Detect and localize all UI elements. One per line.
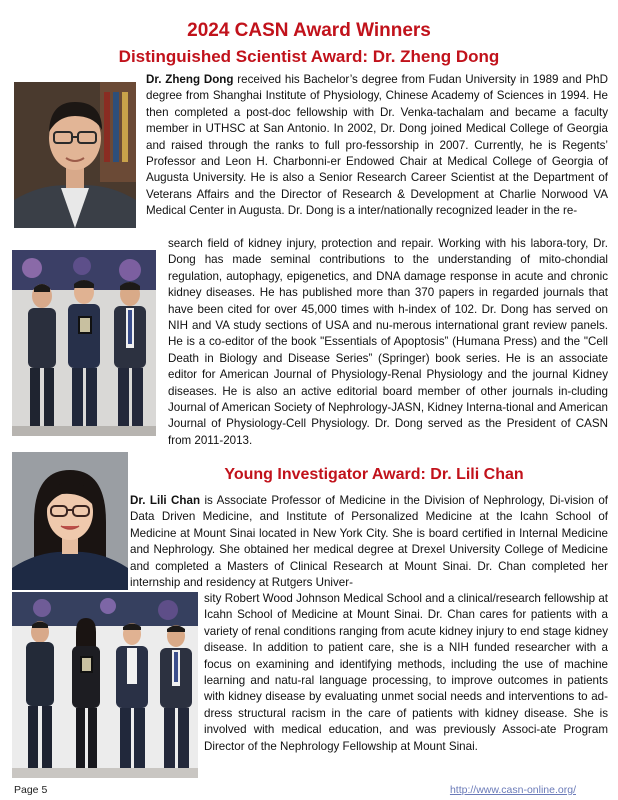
lili-chan-award-group-photo xyxy=(12,592,198,778)
award2-bio-part1 xyxy=(130,493,608,591)
award1-bio-part1 xyxy=(146,72,608,236)
zheng-dong-portrait-photo xyxy=(14,82,136,228)
lili-chan-portrait-photo xyxy=(12,452,128,590)
award2-bio-part2: sity Robert Wood Johnson Medical School and a clinical/research fellowship at Icahn School of Medicine at Mount Sinai. Dr. Chan cares for patients with a variety of renal conditions ranging from acute kidney injury to end stage kidney disease. In addition to patient care, she is a NIH funded researcher with a focus on examining and identifying methods, including the use of machine learning and natu-ral language processing, to improve outcomes in patients with kidney disease by evaluating unmet social needs and interventions to ad-dress structural racism in the care of patients with kidney disease. She is involved with medical education, and was previously Associ-ate Program Director of the Nephrology Fellowship at Mount Sinai. xyxy=(204,592,608,753)
award1-bio-part2: search field of kidney injury, protection and repair. Working with his labora-tory, Dr. Dong has made seminal contributions to the understanding of mito-chondial regulation, autophagy, epigenetics, and DNA damage response in acute and chronic kidney diseases. He has published more than 370 papers in regarded journals that have been cited for over 45,000 times with h-index of 102. Dr. Dong has served on NIH and VA study sections of USA and nu-merous international grant review panels. He is a co-editor of the book "Essentials of Apoptosis” (Humana Press) and the "Cell Death in Biology and Disease Series” (Springer) book series. He is an associate editor for American Journal of Physiology-Renal Physiology and the journal Kidney diseases. He is also an active editorial board member of other journals in-cluding Journal of American Society of Nephrology-JASN, Kidney Interna-tional and American Journal of Physiology-Cell Physiology. Dr. Dong served as the President of CASN from 2011-2013. xyxy=(168,237,608,447)
zheng-dong-award-group-photo xyxy=(12,250,156,436)
award2-name: Dr. Lili Chan xyxy=(130,494,201,507)
award2-bio-text1: is Associate Professor of Medicine in the Division of Nephrology, Di-vision of Data Driven Medicine, and Institute of Personalized Medicine at the Icahn School of Medicine at Mount Sinai located in New York City. She is board certified in Internal Medicine and Nephrology. She obtained her medical degree at Drexel University College of Medicine and completed a Masters of Clinical Research at Mount Sinai. Dr. Chan completed her internship and residency at Rutgers Univer- xyxy=(130,494,608,590)
website-link[interactable]: http://www.casn-online.org/ xyxy=(449,784,576,796)
award2-title: Young Investigator Award: Dr. Lili Chan xyxy=(224,466,524,483)
award1-title: Distinguished Scientist Award: Dr. Zheng Dong xyxy=(118,47,500,66)
page-title: 2024 CASN Award Winners xyxy=(187,20,431,41)
award1-name: Dr. Zheng Dong xyxy=(146,73,234,86)
page-number: Page 5 xyxy=(14,784,48,796)
award1-bio-text1: received his Bachelor’s degree from Fudan University in 1989 and PhD degree from Shanghai Institute of Physiology, Chinese Academy of Sciences in 1994. He then completed a post-doc fellowship with Dr. Venka-tachalam and became a faculty member in UTHSC at San Antonio. In 2002, Dr. Dong joined Medical College of Georgia and raised through the ranks to full pro-fessorship in 2007. Currently, he is Regents’ Professor and Leon H. Charbonni-er Endowed Chair at Medical College of Georgia of Augusta University. He is also a Senior Research Career Scientist at the Department of Veterans Affairs and the Director of Research & Development at Charlie Norwood VA Medical Center in Augusta. Dr. Dong is a inter/nationally recognized leader in the re- xyxy=(146,73,608,218)
